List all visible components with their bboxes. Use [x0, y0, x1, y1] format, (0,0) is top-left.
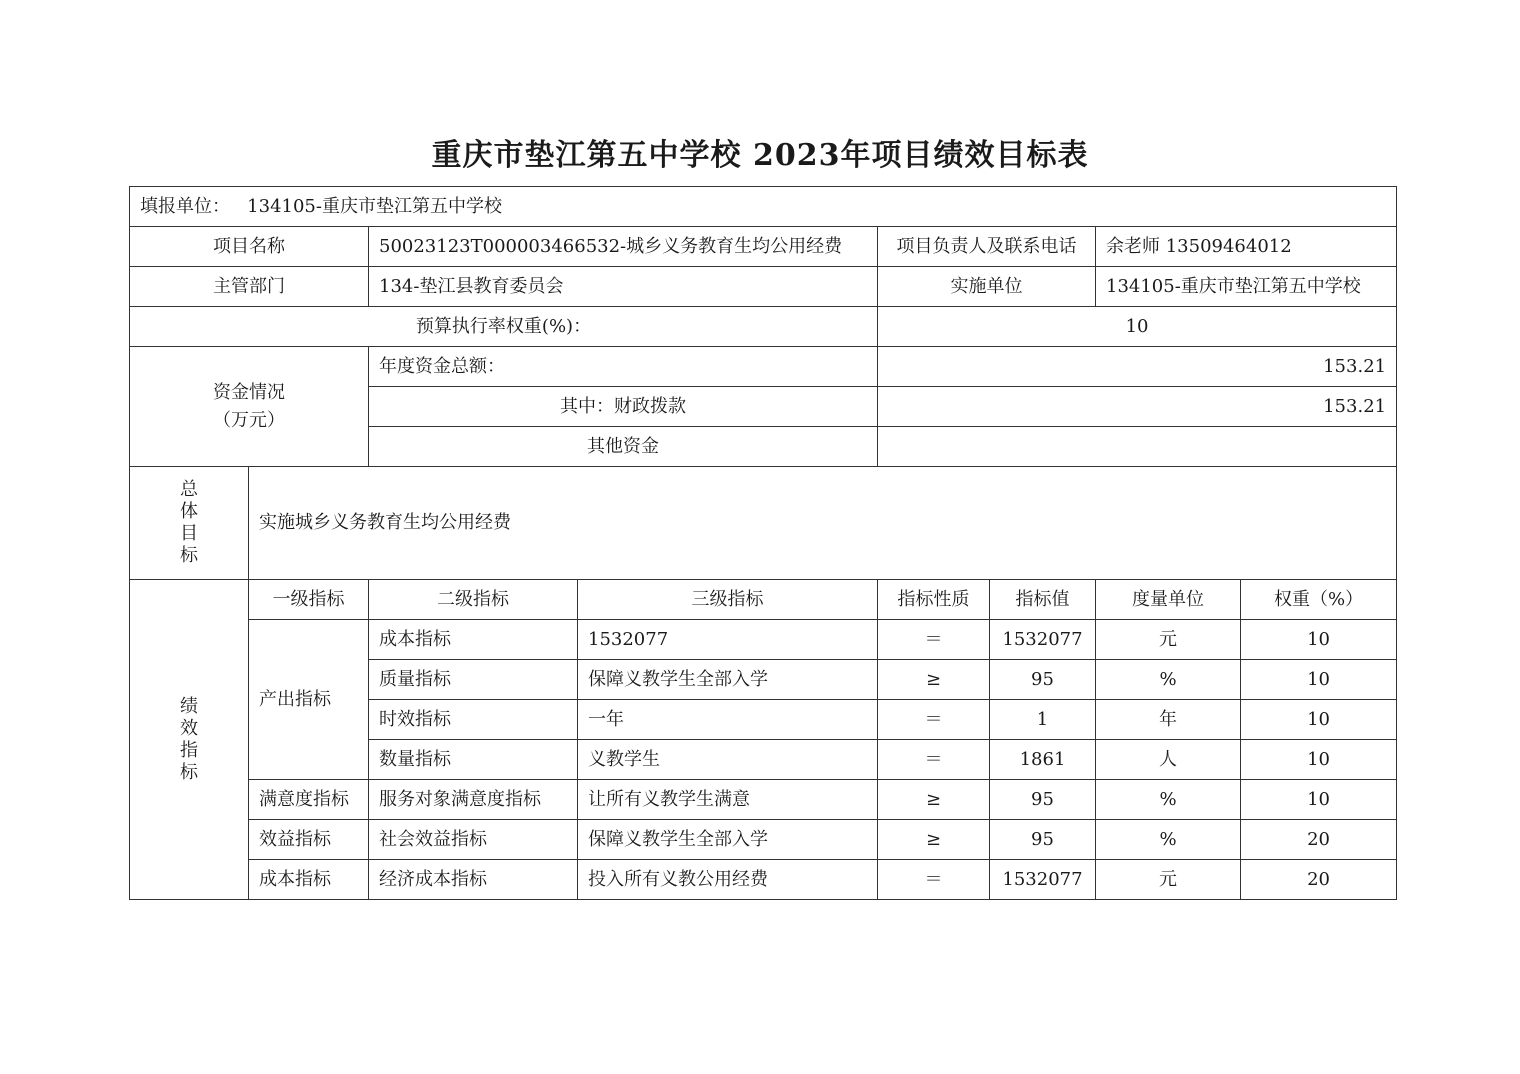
- operator-cell: ＝: [878, 700, 990, 740]
- dept-value: 134-垫江县教育委员会: [369, 267, 878, 307]
- budget-weight-value: 10: [878, 307, 1397, 347]
- project-name-label: 项目名称: [130, 227, 369, 267]
- level2-cell: 社会效益指标: [369, 820, 578, 860]
- column-header: 一级指标: [249, 580, 369, 620]
- impl-value: 134105-重庆市垫江第五中学校: [1096, 267, 1397, 307]
- goal-label-char: 体: [180, 501, 198, 522]
- funds-total-value: 153.21: [878, 347, 1397, 387]
- level3-cell: 保障义教学生全部入学: [578, 820, 878, 860]
- funds-fiscal-label: 其中：财政拨款: [369, 387, 878, 427]
- operator-cell: ＝: [878, 860, 990, 900]
- value-cell: 1532077: [990, 620, 1096, 660]
- value-cell: 95: [990, 820, 1096, 860]
- filing-unit-cell: [130, 187, 1397, 227]
- level1-cell: 成本指标: [249, 860, 369, 900]
- level3-cell: 投入所有义教公用经费: [578, 860, 878, 900]
- department-row: [130, 267, 1397, 307]
- value-cell: 1532077: [990, 860, 1096, 900]
- indicator-label-char: 绩: [180, 695, 198, 717]
- level2-cell: 数量指标: [369, 740, 578, 780]
- output-group-label: 产出指标: [249, 620, 369, 780]
- indicator-label-char: 指: [180, 739, 198, 761]
- goal-label-char: 目: [180, 523, 198, 544]
- contact-label: 项目负责人及联系电话: [878, 227, 1096, 267]
- level1-cell: 满意度指标: [249, 780, 369, 820]
- level2-cell: 成本指标: [369, 620, 578, 660]
- weight-cell: 10: [1241, 660, 1397, 700]
- value-cell: 1861: [990, 740, 1096, 780]
- table-row: [130, 820, 1397, 860]
- overall-goal-label: [130, 467, 249, 580]
- goal-label-char: 总: [180, 479, 198, 500]
- operator-cell: ＝: [878, 740, 990, 780]
- operator-cell: ≥: [878, 820, 990, 860]
- funds-other-value: [878, 427, 1397, 467]
- column-header: 二级指标: [369, 580, 578, 620]
- unit-cell: 年: [1096, 700, 1241, 740]
- unit-cell: 元: [1096, 620, 1241, 660]
- value-cell: 95: [990, 660, 1096, 700]
- contact-value: 余老师 13509464012: [1096, 227, 1397, 267]
- level2-cell: 时效指标: [369, 700, 578, 740]
- unit-cell: %: [1096, 820, 1241, 860]
- weight-cell: 20: [1241, 860, 1397, 900]
- funds-total-label: 年度资金总额：: [369, 347, 878, 387]
- level2-cell: 服务对象满意度指标: [369, 780, 578, 820]
- budget-weight-row: [130, 307, 1397, 347]
- filing-unit-row: [130, 187, 1397, 227]
- level2-cell: 经济成本指标: [369, 860, 578, 900]
- column-header: 指标性质: [878, 580, 990, 620]
- value-cell: 1: [990, 700, 1096, 740]
- budget-weight-label: 预算执行率权重(%)：: [130, 307, 878, 347]
- level3-cell: 一年: [578, 700, 878, 740]
- level1-cell: 效益指标: [249, 820, 369, 860]
- funds-label-line1: 资金情况: [213, 381, 285, 403]
- unit-cell: %: [1096, 660, 1241, 700]
- funds-fiscal-value: 153.21: [878, 387, 1397, 427]
- level3-cell: 让所有义教学生满意: [578, 780, 878, 820]
- filing-unit-value: 134105-重庆市垫江第五中学校: [247, 195, 502, 217]
- funds-label: [130, 347, 369, 467]
- indicator-label-char: 效: [180, 717, 198, 739]
- unit-cell: %: [1096, 780, 1241, 820]
- unit-cell: 人: [1096, 740, 1241, 780]
- level3-cell: 保障义教学生全部入学: [578, 660, 878, 700]
- level3-cell: 义教学生: [578, 740, 878, 780]
- column-header: 三级指标: [578, 580, 878, 620]
- table-row: [130, 780, 1397, 820]
- project-name-value: 50023123T000003466532-城乡义务教育生均公用经费: [369, 227, 878, 267]
- table-row: [130, 620, 1397, 660]
- project-name-row: [130, 227, 1397, 267]
- operator-cell: ≥: [878, 780, 990, 820]
- dept-label: 主管部门: [130, 267, 369, 307]
- weight-cell: 20: [1241, 820, 1397, 860]
- operator-cell: ≥: [878, 660, 990, 700]
- indicator-label-char: 标: [180, 761, 198, 783]
- performance-target-table: [129, 186, 1397, 900]
- column-header: 指标值: [990, 580, 1096, 620]
- indicator-header-row: [130, 580, 1397, 620]
- unit-cell: 元: [1096, 860, 1241, 900]
- page-title: 重庆市垫江第五中学校 2023年项目绩效目标表: [431, 138, 1089, 173]
- operator-cell: ＝: [878, 620, 990, 660]
- funds-total-row: [130, 347, 1397, 387]
- weight-cell: 10: [1241, 620, 1397, 660]
- funds-other-label: 其他资金: [369, 427, 878, 467]
- value-cell: 95: [990, 780, 1096, 820]
- overall-goal-row: [130, 467, 1397, 580]
- goal-label-char: 标: [180, 545, 198, 566]
- overall-goal-text: 实施城乡义务教育生均公用经费: [249, 467, 1397, 580]
- funds-label-line2: （万元）: [213, 409, 285, 431]
- impl-label: 实施单位: [878, 267, 1096, 307]
- filing-unit-label: 填报单位：: [140, 195, 230, 217]
- level2-cell: 质量指标: [369, 660, 578, 700]
- weight-cell: 10: [1241, 740, 1397, 780]
- table-row: [130, 860, 1397, 900]
- column-header: 权重（%）: [1241, 580, 1397, 620]
- weight-cell: 10: [1241, 700, 1397, 740]
- indicator-section-label: [130, 580, 249, 900]
- column-header: 度量单位: [1096, 580, 1241, 620]
- level3-cell: 1532077: [578, 620, 878, 660]
- weight-cell: 10: [1241, 780, 1397, 820]
